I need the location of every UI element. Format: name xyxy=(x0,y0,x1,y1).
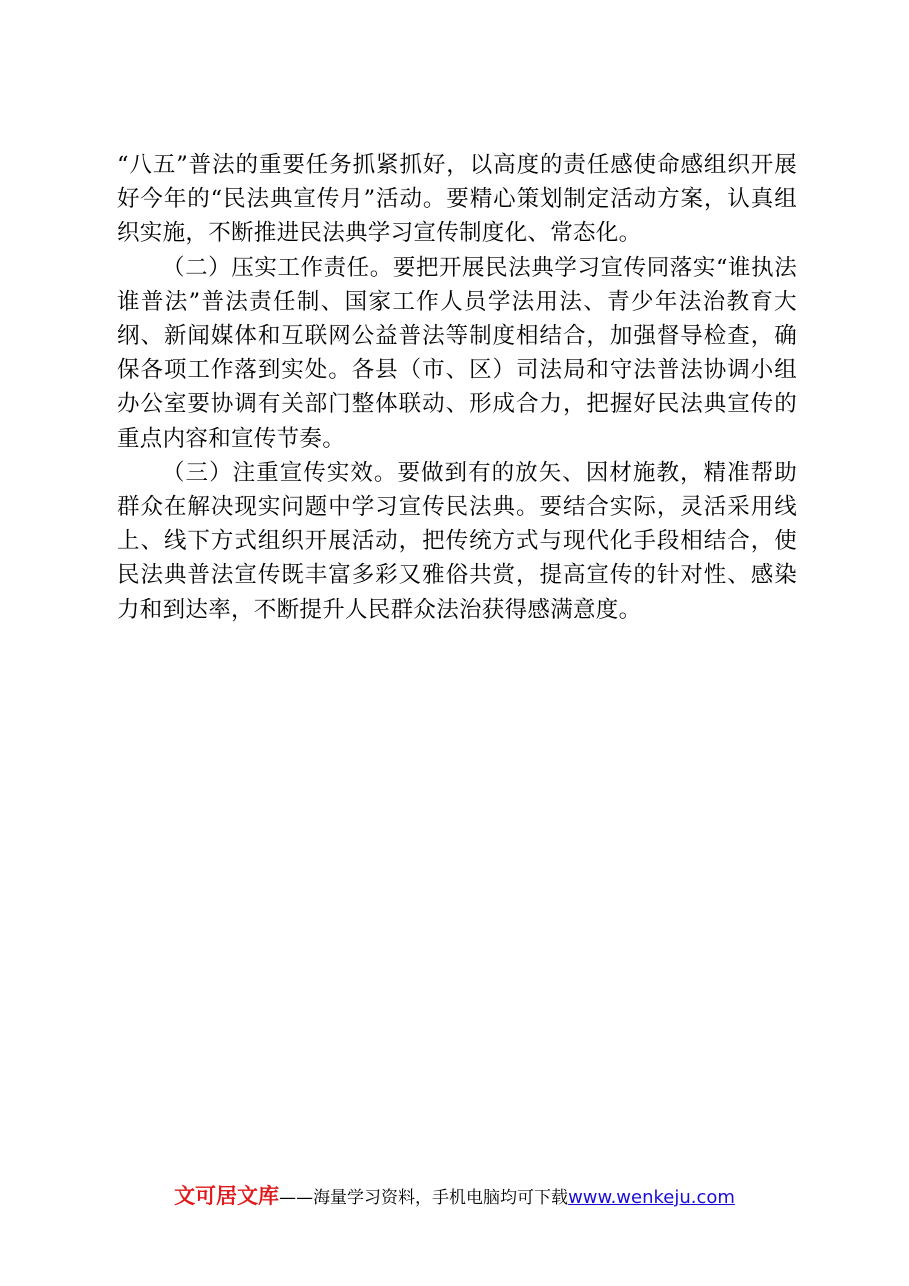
footer-banner xyxy=(0,1180,909,1210)
paragraph-3: （三）注重宣传实效。要做到有的放矢、因材施教，精准帮助群众在解决现实问题中学习宣传民法典。要结合实际，灵活采用线上、线下方式组织开展活动，把传统方式与现代化手段相结合，使民法典普法宣传既丰富多彩又雅俗共赏，提高宣传的针对性、感染力和到达率，不断提升人民群众法治获得感满意度。 xyxy=(117,459,797,623)
footer-brand: 文可居文库 xyxy=(174,1184,280,1208)
footer-link[interactable]: www.wenkeju.com xyxy=(568,1187,735,1208)
document-body xyxy=(117,148,797,627)
paragraph-1: “八五”普法的重要任务抓紧抓好，以高度的责任感使命感组织开展好今年的“民法典宣传月”活动。要精心策划制定活动方案，认真组织实施，不断推进民法典学习宣传制度化、常态化。 xyxy=(117,152,797,247)
paragraph-2: （二）压实工作责任。要把开展民法典学习宣传同落实“谁执法谁普法”普法责任制、国家工作人员学法用法、青少年法治教育大纲、新闻媒体和互联网公益普法等制度相结合，加强督导检查，确保各项工作落到实处。各县（市、区）司法局和守法普法协调小组办公室要协调有关部门整体联动、形成合力，把握好民法典宣传的重点内容和宣传节奏。 xyxy=(117,254,797,452)
footer-slogan: ——海量学习资料，手机电脑均可下载 xyxy=(279,1188,569,1208)
